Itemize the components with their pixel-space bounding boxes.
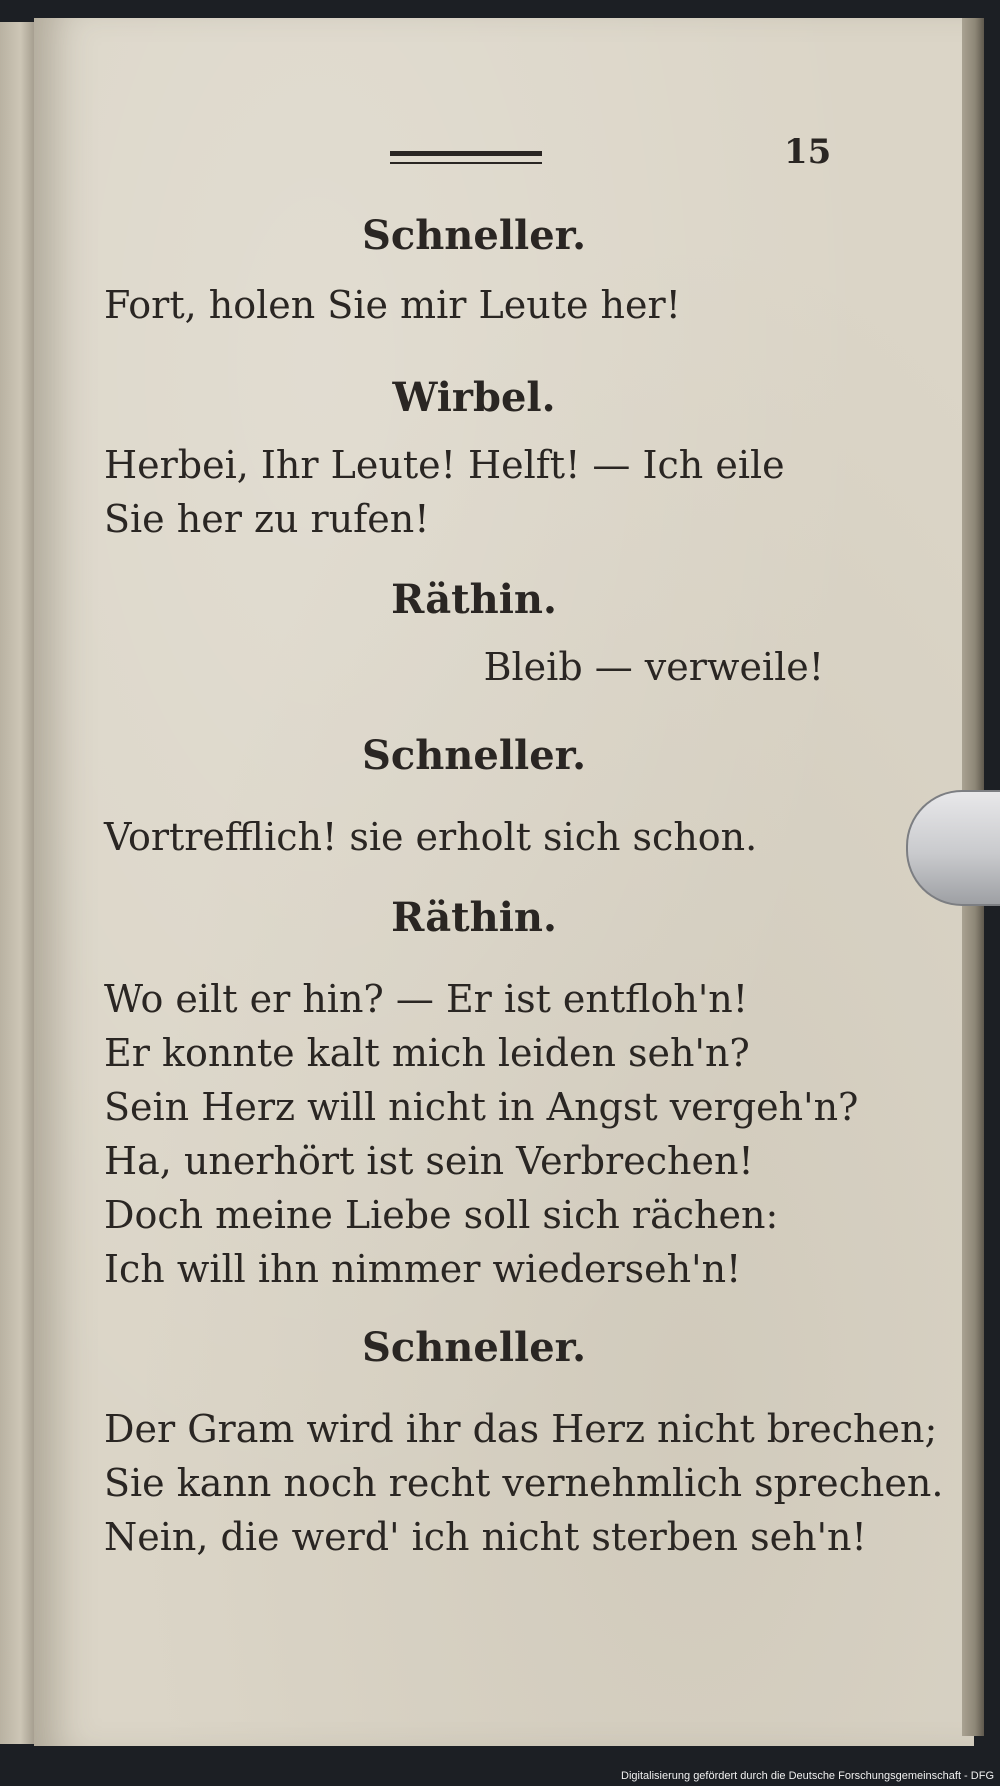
verse-line: Sie kann noch recht vernehmlich sprechen. [104,1461,944,1505]
left-page-edge [0,22,34,1744]
page-number: 15 [784,132,832,172]
verse-line: Herbei, Ihr Leute! Helft! — Ich eile [104,443,785,487]
verse-line: Ich will ihn nimmer wiederseh'n! [104,1247,742,1291]
verse-line: Er konnte kalt mich leiden seh'n? [104,1031,750,1075]
speaker-name: Wirbel. [392,374,556,421]
verse-line: Sein Herz will nicht in Angst vergeh'n? [104,1085,859,1129]
verse-line: Doch meine Liebe soll sich rächen: [104,1193,779,1237]
verse-line: Vortrefflich! sie erholt sich schon. [104,815,758,859]
speaker-name: Schneller. [361,1324,587,1371]
speaker-name: Räthin. [391,894,557,941]
header-rule [390,151,542,164]
verse-line: Sie her zu rufen! [104,497,430,541]
verse-line: Ha, unerhört ist sein Verbrechen! [104,1139,754,1183]
verse-line: Der Gram wird ihr das Herz nicht brechen; [104,1407,938,1451]
speaker-name: Schneller. [361,732,587,779]
speaker-name: Räthin. [391,576,557,623]
verse-line: Bleib — verweile! [483,645,824,689]
verse-line: Fort, holen Sie mir Leute her! [104,283,681,327]
speaker-name: Schneller. [361,212,587,259]
verse-line: Nein, die werd' ich nicht sterben seh'n! [104,1515,867,1559]
digitization-credit: Digitalisierung gefördert durch die Deutsche Forschungsgemeinschaft - DFG [621,1770,994,1782]
verse-line: Wo eilt er hin? — Er ist entfloh'n! [104,977,749,1021]
